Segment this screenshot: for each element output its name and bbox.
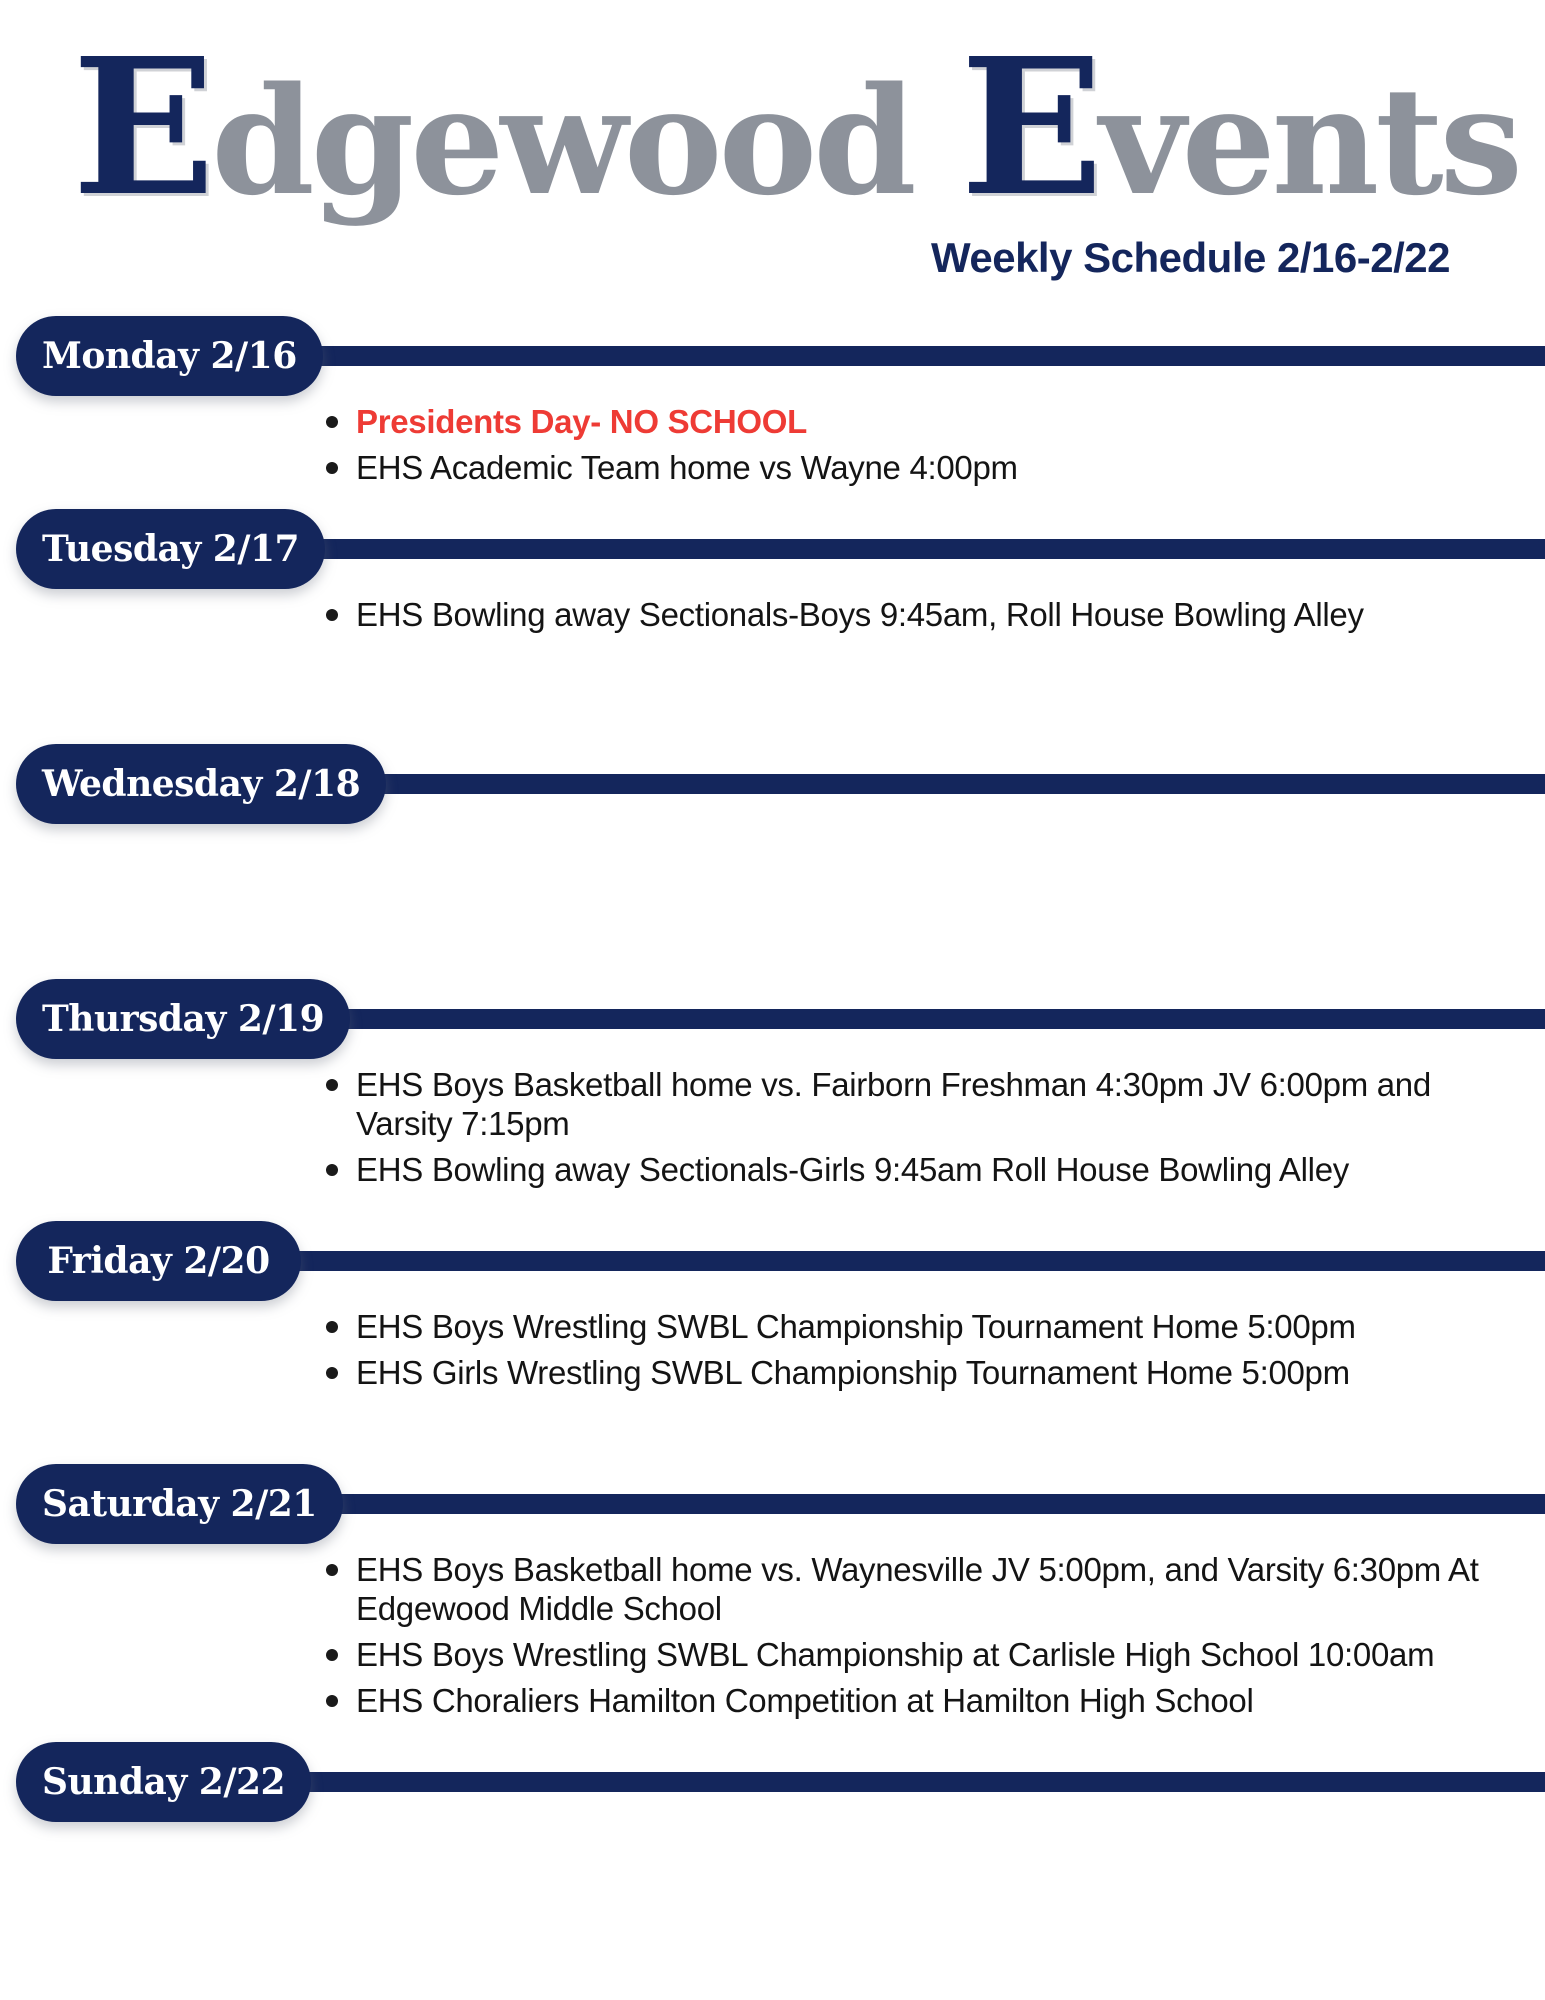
day-pill-label: Sunday 2/22 [42,1761,286,1803]
day-row [16,1221,1545,1301]
day-pill [16,979,350,1059]
day-rule-line [317,539,1545,559]
day-section-sunday [0,1742,1545,1828]
day-pill-label: Monday 2/16 [42,335,297,377]
day-rule-line [315,346,1545,366]
day-pill [16,316,323,396]
header [0,0,1545,282]
event-list [0,396,1545,487]
title-initial-letter: E [72,18,212,238]
event-item: EHS Boys Basketball home vs. Fairborn Freshman 4:30pm JV 6:00pm and Varsity 7:15pm [320,1065,1496,1143]
day-pill [16,1742,311,1822]
day-rule-line [378,774,1545,794]
title-initial-letter: E [960,18,1100,238]
event-item: EHS Bowling away Sectionals-Girls 9:45am Roll House Bowling Alley [320,1150,1496,1189]
day-row [16,1742,1545,1822]
day-section-monday [0,316,1545,487]
day-row [16,509,1545,589]
event-list [0,1059,1545,1189]
day-pill [16,1464,343,1544]
schedule [0,316,1545,1828]
event-item: EHS Boys Basketball home vs. Waynesville JV 5:00pm, and Varsity 6:30pm At Edgewood Middle School [320,1550,1496,1628]
day-pill-label: Tuesday 2/17 [42,528,300,570]
day-pill [16,509,325,589]
event-item: EHS Choraliers Hamilton Competition at Hamilton High School [320,1681,1496,1720]
event-item: EHS Girls Wrestling SWBL Championship Tournament Home 5:00pm [320,1353,1496,1392]
title-letters: vents [1099,54,1519,228]
event-list [0,589,1545,634]
day-row [16,979,1545,1059]
event-item: EHS Bowling away Sectionals-Boys 9:45am, Roll House Bowling Alley [320,595,1496,634]
event-item: Presidents Day- NO SCHOOL [320,402,1496,441]
day-section-thursday [0,979,1545,1189]
day-rule-line [293,1251,1545,1271]
day-pill-label: Thursday 2/19 [42,998,325,1040]
day-section-wednesday [0,744,1545,830]
event-item: EHS Boys Wrestling SWBL Championship at Carlisle High School 10:00am [320,1635,1496,1674]
day-rule-line [335,1494,1545,1514]
day-section-friday [0,1221,1545,1392]
day-section-tuesday [0,509,1545,634]
event-item: EHS Boys Wrestling SWBL Championship Tournament Home 5:00pm [320,1307,1496,1346]
event-item: EHS Academic Team home vs Wayne 4:00pm [320,448,1496,487]
day-pill-label: Saturday 2/21 [42,1483,317,1525]
day-row [16,316,1545,396]
day-row [16,744,1545,824]
day-pill-label: Wednesday 2/18 [42,763,361,805]
title-letters: dgewood [211,54,961,228]
day-rule-line [342,1009,1545,1029]
event-list [0,1301,1545,1392]
page-title [72,18,1519,238]
event-list [0,1544,1545,1720]
event-list [0,824,1545,830]
day-pill-label: Friday 2/20 [47,1240,270,1282]
day-section-saturday [0,1464,1545,1720]
event-list [0,1822,1545,1828]
day-pill [16,1221,301,1301]
day-rule-line [303,1772,1545,1792]
day-pill [16,744,386,824]
subtitle: Weekly Schedule 2/16-2/22 [930,234,1450,281]
day-row [16,1464,1545,1544]
